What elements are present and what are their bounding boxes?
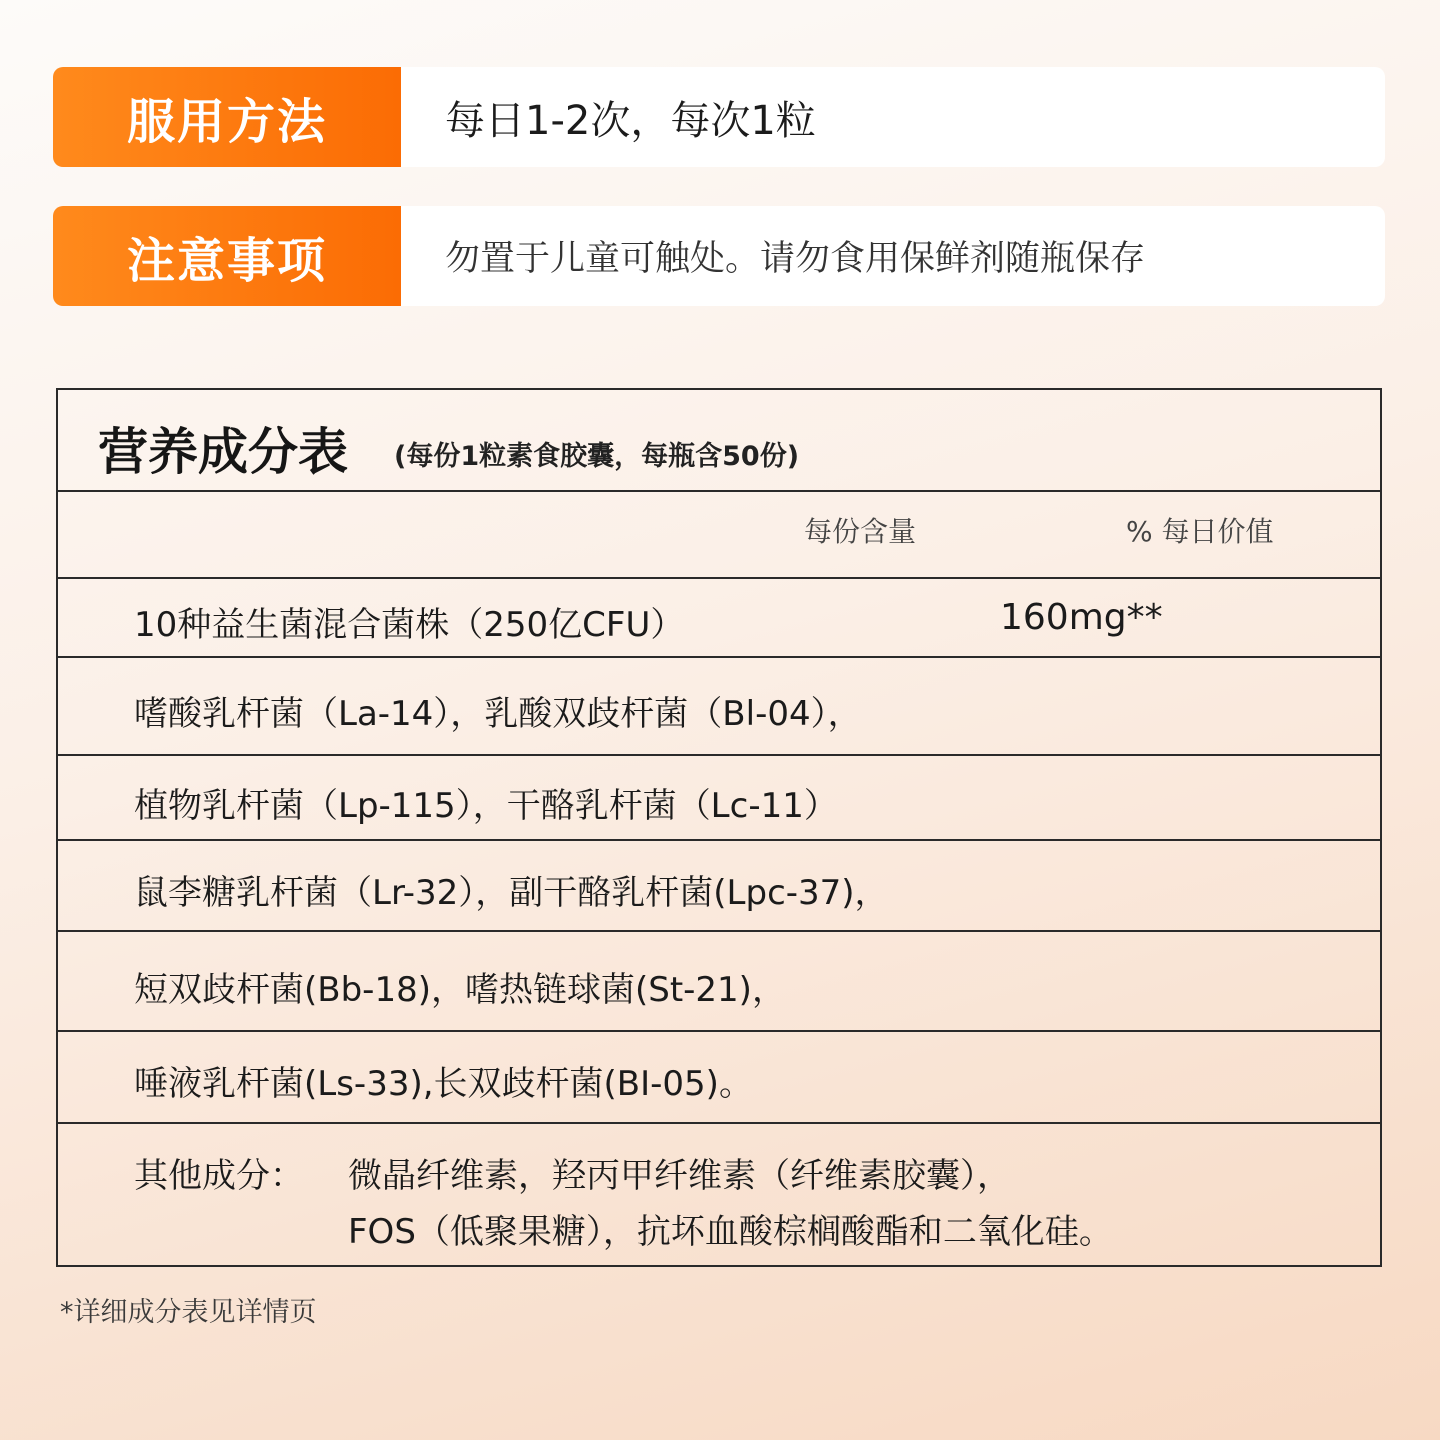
probiotic-mix-row	[58, 579, 1380, 658]
nutrition-title: 营养成分表	[98, 423, 348, 481]
usage-label: 服用方法	[53, 67, 401, 167]
column-header-amount: 每份含量	[804, 515, 917, 548]
strain-row	[58, 756, 1380, 841]
strain-text: 短双歧杆菌(Bb-18)，嗜热链球菌(St-21)，	[134, 970, 786, 1010]
strain-row	[58, 841, 1380, 932]
caution-label: 注意事项	[53, 206, 401, 306]
probiotic-mix-name: 10种益生菌混合菌株（250亿CFU）	[134, 605, 685, 645]
other-ingredients-row	[58, 1124, 1380, 1269]
strain-text: 嗜酸乳杆菌（La-14），乳酸双歧杆菌（Bl-04），	[134, 694, 862, 734]
other-ingredients-label: 其他成分：	[134, 1156, 304, 1196]
column-header-row	[58, 492, 1380, 579]
strain-text: 鼠李糖乳杆菌（Lr-32），副干酪乳杆菌(Lpc-37)，	[134, 873, 889, 913]
footnote: *详细成分表见详情页	[60, 1297, 317, 1328]
column-header-daily-value: % 每日价值	[1126, 515, 1274, 548]
strain-row	[58, 658, 1380, 756]
probiotic-mix-amount: 160mg**	[1000, 597, 1163, 638]
caution-bar	[53, 206, 1385, 306]
nutrition-table	[56, 388, 1382, 1267]
strain-text: 唾液乳杆菌(Ls-33),长双歧杆菌(BI-05)。	[134, 1064, 753, 1104]
nutrition-subtitle: (每份1粒素食胶囊，每瓶含50份)	[394, 441, 800, 472]
other-ingredients-line-1: 微晶纤维素，羟丙甲纤维素（纤维素胶囊），	[348, 1156, 1011, 1196]
usage-value: 每日1-2次，每次1粒	[445, 97, 816, 144]
nutrition-title-row	[58, 390, 1380, 492]
strain-row	[58, 1032, 1380, 1124]
other-ingredients-line-2: FOS（低聚果糖），抗坏血酸棕榈酸酯和二氧化硅。	[348, 1212, 1113, 1252]
strain-row	[58, 932, 1380, 1032]
usage-bar	[53, 67, 1385, 167]
strain-text: 植物乳杆菌（Lp-115），干酪乳杆菌（Lc-11）	[134, 786, 838, 826]
caution-value: 勿置于儿童可触处。请勿食用保鲜剂随瓶保存	[445, 239, 1146, 279]
